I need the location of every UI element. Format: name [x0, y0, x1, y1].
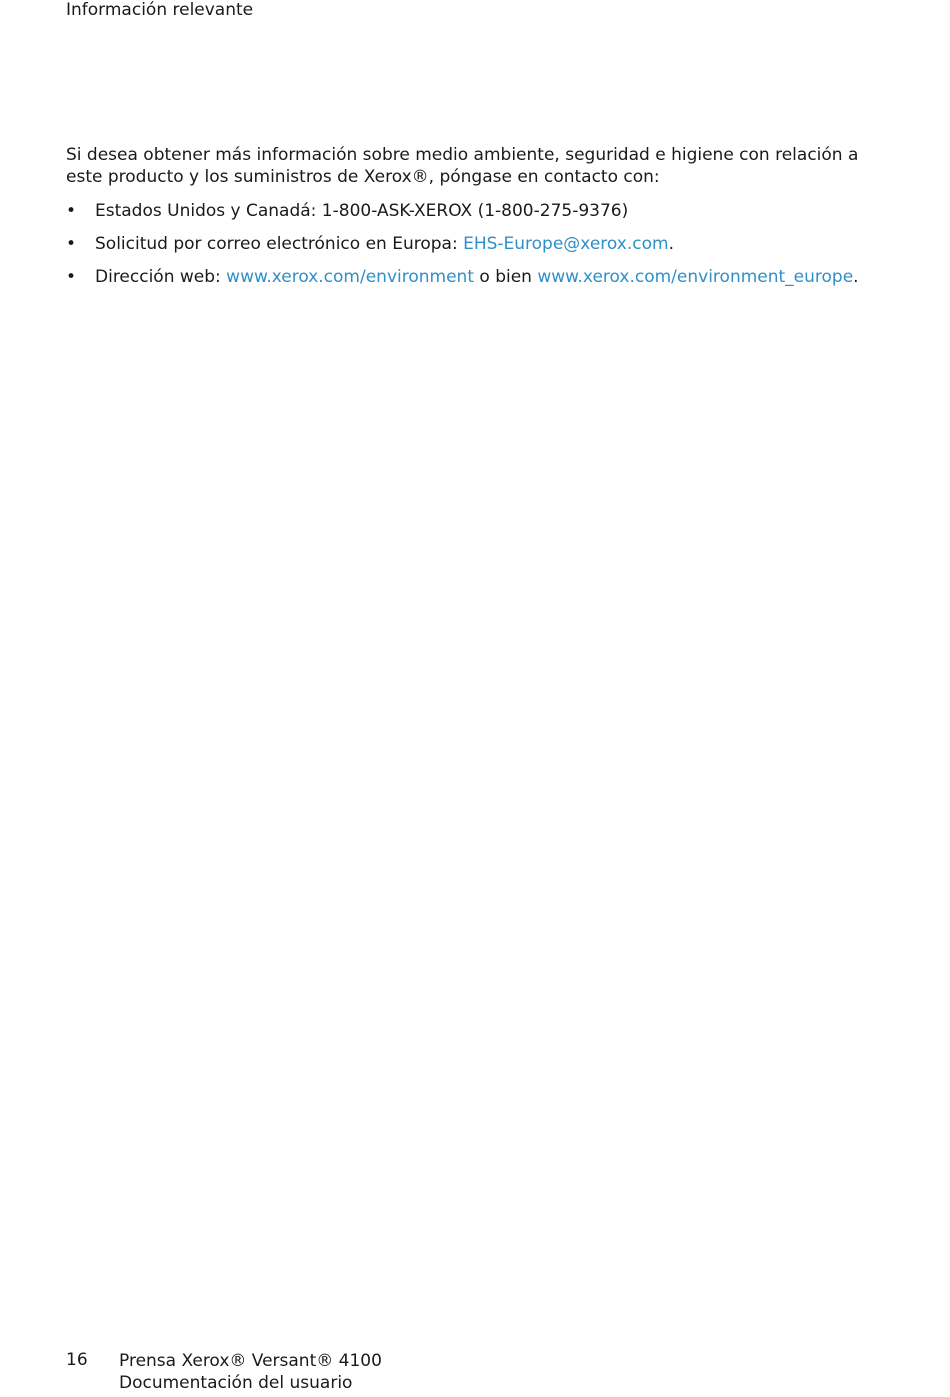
bullet-icon: •	[66, 234, 77, 254]
contact-list	[66, 200, 859, 299]
email-label: Solicitud por correo electrónico en Europa:	[95, 234, 464, 254]
running-header: Información relevante	[66, 0, 254, 20]
footer-doc-info	[119, 1350, 382, 1394]
web-label: Dirección web:	[95, 267, 227, 287]
bullet-icon: •	[66, 201, 77, 221]
phone-text: Estados Unidos y Canadá: 1-800-ASK-XEROX (1-800-275-9376)	[95, 201, 629, 221]
bullet-icon: •	[66, 267, 77, 287]
environment-europe-link[interactable]: www.xerox.com/environment_europe	[537, 267, 854, 287]
footer-doc-title: Documentación del usuario	[119, 1373, 353, 1393]
web-suffix: .	[853, 267, 859, 287]
contact-item-web	[66, 266, 859, 288]
contact-item-email	[66, 233, 859, 255]
contact-item-phone	[66, 200, 859, 222]
email-link[interactable]: EHS-Europe@xerox.com	[463, 234, 669, 254]
intro-paragraph: Si desea obtener más información sobre medio ambiente, seguridad e higiene con relación a este producto y los suministros de Xerox®, póngase en contacto con:	[66, 145, 859, 187]
environment-link[interactable]: www.xerox.com/environment	[226, 267, 474, 287]
footer-product: Prensa Xerox® Versant® 4100	[119, 1351, 382, 1371]
web-connector: o bien	[473, 267, 538, 287]
page-number: 16	[66, 1350, 88, 1370]
email-suffix: .	[668, 234, 674, 254]
